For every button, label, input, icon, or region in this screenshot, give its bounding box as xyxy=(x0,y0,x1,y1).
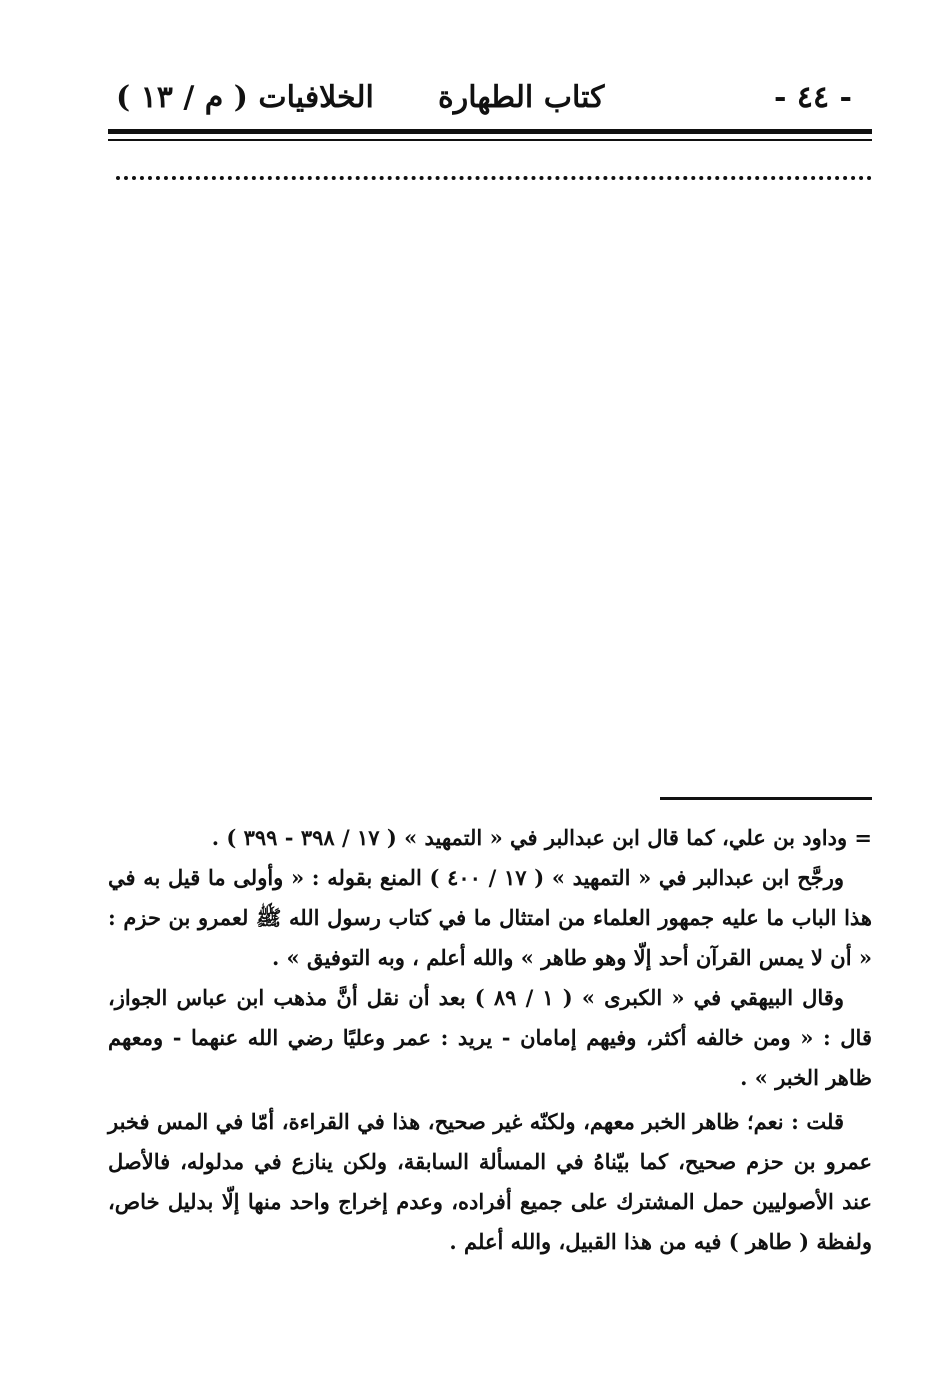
footnote-separator-rule xyxy=(660,797,872,800)
header-rule-thin xyxy=(108,139,872,141)
header-rule-thick xyxy=(108,129,872,134)
section-reference: الخلافيات ( م / ١٣ ) xyxy=(116,80,374,115)
page-header xyxy=(108,74,872,124)
book-title: كتاب الطهارة xyxy=(438,80,605,115)
footnotes-section xyxy=(108,818,872,1262)
footnote-paragraph: قلت : نعم؛ ظاهر الخبر معهم، ولكنّه غير صحيح، هذا في القراءة، أمّا في المس فخبر عمرو بن حزم صحيح، كما بيّناهُ في المسألة السابقة، ولكن ينازع في مدلوله، فالأصل عند الأصوليين حمل المشترك على جميع أفراده، وعدم إخراج واحد منها إلّا بدليل خاص، ولفظة ( طاهر ) فيه من هذا القبيل، والله أعلم . xyxy=(108,1109,872,1254)
footnote-paragraph: = وداود بن علي، كما قال ابن عبدالبر في « التمهيد » ( ١٧ / ٣٩٨ - ٣٩٩ ) . xyxy=(211,825,872,850)
dotted-separator xyxy=(116,176,872,180)
footnote-paragraph: ورجَّح ابن عبدالبر في « التمهيد » ( ١٧ / ٤٠٠ ) المنع بقوله : « وأولى ما قيل به في هذا الباب ما عليه جمهور العلماء من امتثال ما في كتاب رسول الله ﷺ لعمرو بن حزم : « أن لا يمس القرآن أحد إلّا وهو طاهر » والله أعلم ، وبه التوفيق » . xyxy=(108,865,872,970)
footnote-paragraph: وقال البيهقي في « الكبرى » ( ١ / ٨٩ ) بعد أن نقل أنَّ مذهب ابن عباس الجواز، قال : « ومن خالفه أكثر، وفيهم إمامان - يريد : عمر وعليًا رضي الله عنهما - ومعهم ظاهر الخبر » . xyxy=(108,985,872,1090)
page-number: - ٤٤ - xyxy=(773,80,852,115)
